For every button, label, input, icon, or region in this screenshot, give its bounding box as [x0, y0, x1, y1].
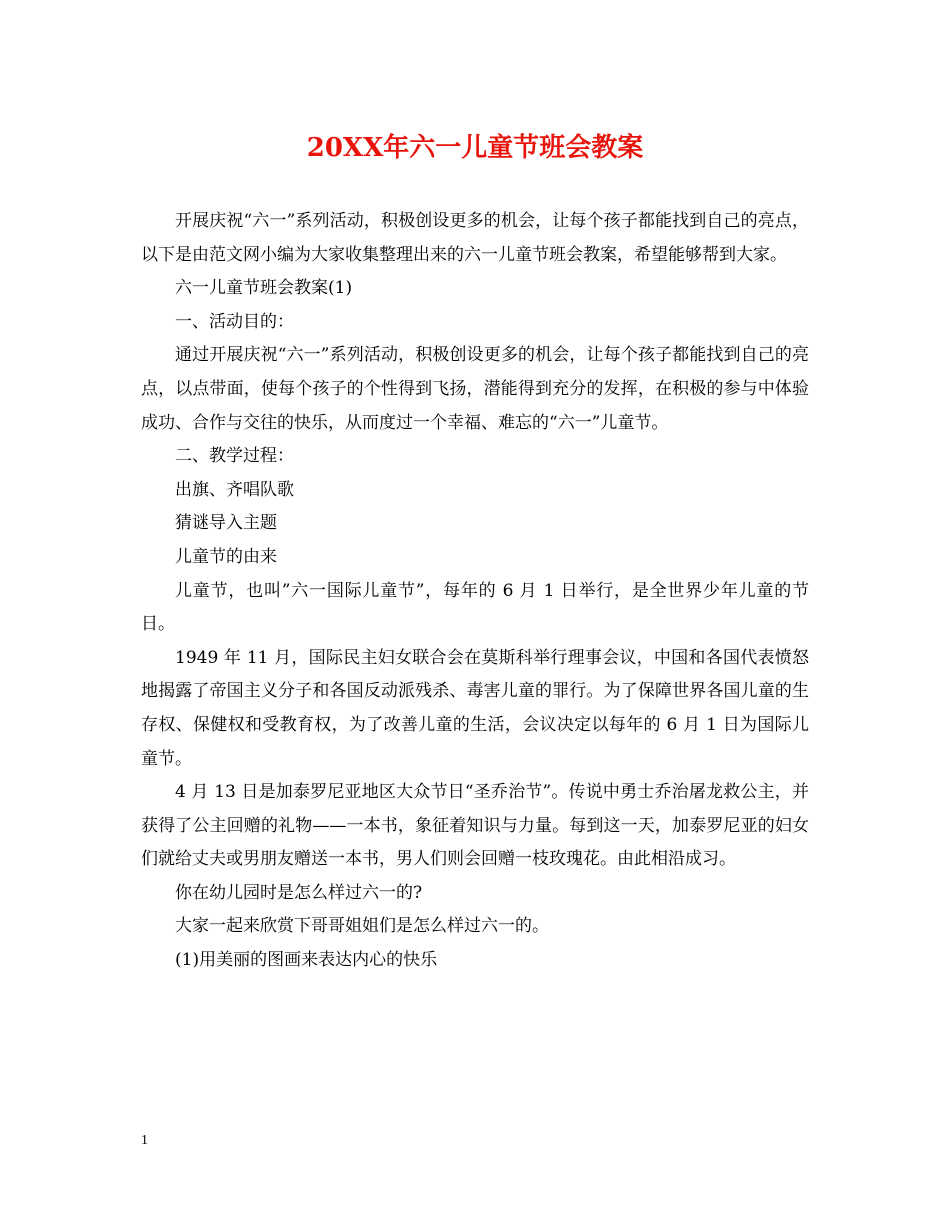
- paragraph-step-origin: 儿童节的由来: [175, 546, 277, 567]
- paragraph-step-riddle: 猜谜导入主题: [175, 513, 277, 534]
- document-body: [141, 205, 809, 978]
- paragraph-drawing: (1)用美丽的图画来表达内心的快乐: [175, 950, 438, 971]
- paragraph-childrens-day: 儿童节，也叫”六一国际儿童节”，每年的 6 月 1 日举行，是全世界少年儿童的节日。: [141, 580, 809, 635]
- paragraph-step-flag: 出旗、齐唱队歌: [175, 479, 294, 500]
- paragraph-appreciate: 大家一起来欣赏下哥哥姐姐们是怎么样过六一的。: [175, 916, 549, 937]
- page-number: 1: [141, 1133, 148, 1148]
- paragraph-intro: 开展庆祝“六一”系列活动，积极创设更多的机会，让每个孩子都能找到自己的亮点，以下是由范文网小编为大家收集整理出来的六一儿童节班会教案，希望能够帮到大家。: [141, 211, 809, 265]
- paragraph-activity-purpose-heading: 一、活动目的：: [175, 311, 294, 332]
- document-title: 20XX年六一儿童节班会教案: [306, 133, 644, 163]
- paragraph-section-heading: 六一儿童节班会教案(1): [175, 278, 353, 299]
- paragraph-question: 你在幼儿园时是怎么样过六一的?: [175, 882, 423, 903]
- paragraph-activity-purpose: 通过开展庆祝“六一”系列活动，积极创设更多的机会，让每个孩子都能找到自己的亮点，以点带面，使每个孩子的个性得到飞扬，潜能得到充分的发挥，在积极的参与中体验成功、合作与交往的快乐，从而度过一个幸福、难忘的“六一”儿童节。: [141, 345, 809, 433]
- paragraph-teaching-process-heading: 二、教学过程：: [175, 446, 294, 467]
- paragraph-history-1949: 1949 年 11 月，国际民主妇女联合会在莫斯科举行理事会议，中国和各国代表愤怒地揭露了帝国主义分子和各国反动派残杀、毒害儿童的罪行。为了保障世界各国儿童的生存权、保健权和受教育权，为了改善儿童的生活，会议决定以每年的 6 月 1 日为国际儿童节。: [141, 647, 809, 769]
- paragraph-st-george: 4 月 13 日是加泰罗尼亚地区大众节日“圣乔治节”。传说中勇士乔治屠龙救公主，并获得了公主回赠的礼物——一本书，象征着知识与力量。每到这一天，加泰罗尼亚的妇女们就给丈夫或男朋友赠送一本书，男人们则会回赠一枝玫瑰花。由此相沿成习。: [141, 782, 809, 870]
